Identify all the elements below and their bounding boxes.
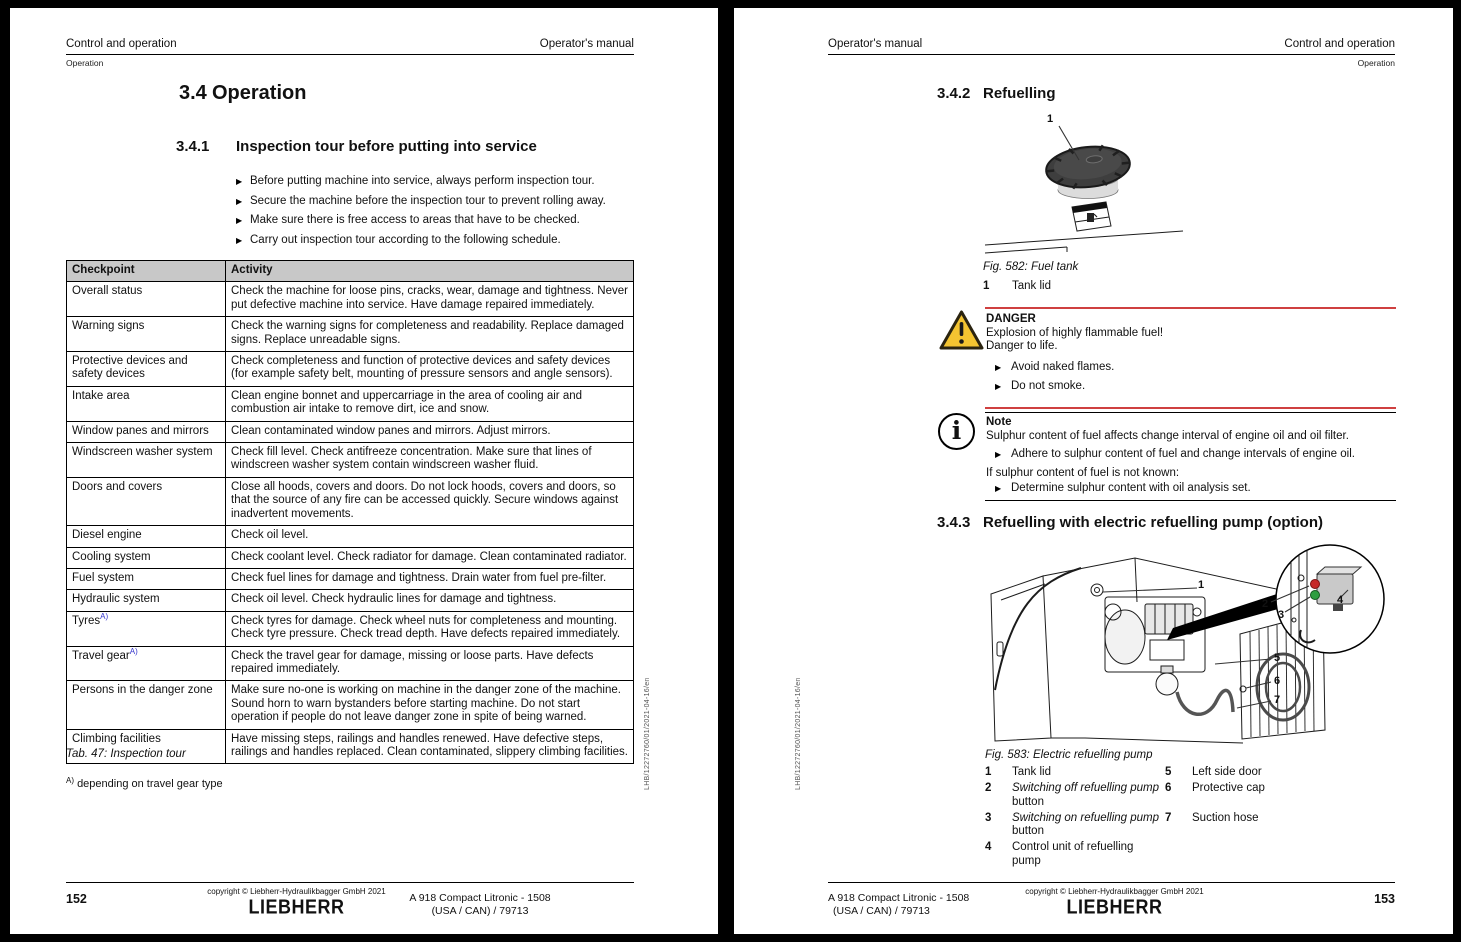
bullet-text: Avoid naked flames. xyxy=(1011,360,1115,373)
activity-cell: Have missing steps, railings and handles renewed. Have defective steps, railings and handles replaced. Clean contaminated, slippery climbing facilities. xyxy=(226,729,634,764)
table-row xyxy=(67,443,634,478)
page-152 xyxy=(10,8,718,934)
bullet-item xyxy=(236,195,636,208)
legend-text xyxy=(1192,812,1259,839)
fig582-caption: Fig. 582: Fuel tank xyxy=(983,261,1079,273)
footer-rule xyxy=(66,882,634,883)
page-number: 153 xyxy=(1374,892,1395,906)
checkpoint-cell: Cooling system xyxy=(67,547,226,568)
footnote-ref-link[interactable]: A) xyxy=(100,611,109,621)
triangle-bullet-icon: ▶ xyxy=(995,362,1002,372)
header-sub: Operation xyxy=(1357,58,1395,68)
subsection-title: Refuelling xyxy=(983,85,1056,102)
legend-item xyxy=(985,766,1165,780)
legend-item xyxy=(985,841,1165,868)
section-number: 3.4 xyxy=(179,82,207,104)
liebherr-logo: LIEBHERR xyxy=(248,895,345,919)
table-row xyxy=(67,547,634,568)
triangle-bullet-icon: ▶ xyxy=(995,450,1002,459)
bullet-text: Before putting machine into service, always perform inspection tour. xyxy=(250,175,595,187)
checkpoint-cell: Intake area xyxy=(67,386,226,421)
legend-item xyxy=(985,812,1165,839)
table-row xyxy=(67,568,634,589)
header-sub: Operation xyxy=(66,58,104,68)
subsection-title: Inspection tour before putting into service xyxy=(236,138,537,155)
model-line-2: (USA / CAN) / 79713 xyxy=(833,904,930,917)
table-row xyxy=(67,681,634,729)
header-left: Control and operation xyxy=(66,38,177,50)
legend-plain-text: Protective cap xyxy=(1192,782,1265,794)
legend-item xyxy=(1165,766,1397,780)
legend-item xyxy=(985,782,1165,809)
table-row xyxy=(67,352,634,387)
table-row xyxy=(67,611,634,646)
bullet-text: Adhere to sulphur content of fuel and change intervals of engine oil. xyxy=(1011,448,1355,460)
fig582-callout-1: 1 xyxy=(1047,113,1054,125)
subsection-heading-3-4-1 xyxy=(176,138,537,155)
legend-number: 6 xyxy=(1165,782,1172,794)
bullet-text: Make sure there is free access to areas that have to be checked. xyxy=(250,214,580,226)
checkpoint-cell: Persons in the danger zone xyxy=(67,681,226,729)
legend-number: 7 xyxy=(1165,811,1172,824)
legend-text xyxy=(1192,766,1262,780)
legend-plain-text: Tank lid xyxy=(1012,766,1051,778)
legend-item xyxy=(1165,812,1397,839)
activity-cell: Close all hoods, covers and doors. Do not lock hoods, covers and doors, so that the source of any fire can be accessed quickly. Secure windows against inadvertent movements. xyxy=(226,477,634,525)
header-right: Control and operation xyxy=(1284,38,1395,50)
section-title: Operation xyxy=(212,82,307,104)
checkpoint-cell: Diesel engine xyxy=(67,526,226,547)
footer-rule xyxy=(828,882,1395,883)
note-bullet-list-2 xyxy=(986,482,1396,495)
footer-model-info xyxy=(828,892,969,917)
activity-cell: Check oil level. xyxy=(226,526,634,547)
subsection-heading-3-4-2 xyxy=(937,85,1056,102)
checkpoint-cell: Fuel system xyxy=(67,568,226,589)
legend-number: 4 xyxy=(985,841,992,853)
bullet-item xyxy=(986,482,1396,495)
legend-plain-text: Suction hose xyxy=(1192,811,1259,824)
figure-583 xyxy=(985,542,1400,748)
fig583-callout-5: 5 xyxy=(1274,652,1281,664)
footnote-text: depending on travel gear type xyxy=(77,778,223,790)
table-row xyxy=(67,421,634,442)
bullet-item xyxy=(986,361,1396,374)
table-row xyxy=(67,590,634,611)
checkpoint-cell: Travel gear$^{A)}$ xyxy=(67,646,226,681)
activity-cell: Check fill level. Check antifreeze concentration. Make sure that lines of windscreen washer system contain windscreen washer fluid. xyxy=(226,443,634,478)
model-line-1: A 918 Compact Litronic - 1508 xyxy=(409,892,551,904)
model-line-1: A 918 Compact Litronic - 1508 xyxy=(828,892,970,904)
activity-cell: Check completeness and function of protective devices and safety devices (for example safety belt, mounting of pressure sensors and angle sensors). xyxy=(226,352,634,387)
fig583-callout-3: 3 xyxy=(1278,609,1285,621)
triangle-bullet-icon: ▶ xyxy=(995,483,1002,493)
activity-cell: Clean engine bonnet and uppercarriage in the area of cooling air and combustion air intake to remove dirt, ice and snow. xyxy=(226,386,634,421)
triangle-bullet-icon: ▶ xyxy=(236,177,243,186)
legend-number: 1 xyxy=(983,280,990,292)
activity-cell: Check the travel gear for damage, missing or loose parts. Have defects repaired immediately. xyxy=(226,646,634,681)
table-header-row xyxy=(67,261,634,282)
header-rule xyxy=(66,54,634,55)
danger-title: DANGER xyxy=(986,313,1036,325)
table-row xyxy=(67,386,634,421)
intro-bullet-list xyxy=(236,175,636,253)
checkpoint-cell: Protective devices and safety devices xyxy=(67,352,226,387)
checkpoint-cell: Warning signs xyxy=(67,317,226,352)
bullet-item xyxy=(236,234,636,247)
subsection-number: 3.4.1 xyxy=(176,138,210,155)
checkpoint-cell: Tyres$^{A)}$ xyxy=(67,611,226,646)
footer-center xyxy=(1022,887,1207,918)
header-right: Operator's manual xyxy=(539,38,634,50)
fig583-caption: Fig. 583: Electric refuelling pump xyxy=(985,749,1153,761)
document-side-code: LHB/12272760/01/2021-04-16/en xyxy=(644,677,651,790)
model-line-2: (USA / CAN) / 79713 xyxy=(431,904,529,917)
danger-bullet-list xyxy=(986,361,1396,393)
inspection-table-body xyxy=(67,282,634,764)
legend-plain-text: button xyxy=(1012,795,1044,808)
note-body: Sulphur content of fuel affects change interval of engine oil and oil filter. xyxy=(986,429,1349,442)
legend-text xyxy=(1012,766,1051,780)
footnote-ref-link[interactable]: A) xyxy=(129,646,138,656)
triangle-bullet-icon: ▶ xyxy=(236,216,243,225)
legend-plain-text: Control unit of refuelling pump xyxy=(1012,841,1134,867)
table-row xyxy=(67,477,634,525)
header-left: Operator's manual xyxy=(828,38,923,50)
legend-italic-text: Switching on refuelling pump xyxy=(1012,811,1160,824)
bullet-text: Determine sulphur content with oil analysis set. xyxy=(1011,481,1251,494)
danger-line-2: Danger to life. xyxy=(986,340,1058,352)
danger-notice xyxy=(985,307,1396,409)
table-row xyxy=(67,317,634,352)
legend-item xyxy=(1165,782,1397,809)
fig583-callout-4: 4 xyxy=(1337,594,1344,606)
triangle-bullet-icon: ▶ xyxy=(995,381,1002,391)
danger-line-1: Explosion of highly flammable fuel! xyxy=(986,326,1164,339)
document-side-code: LHB/12272760/01/2021-04-16/en xyxy=(795,677,802,790)
fig583-callout-1: 1 xyxy=(1198,579,1205,591)
legend-number: 2 xyxy=(985,782,992,794)
legend-text: Tank lid xyxy=(1012,280,1051,292)
legend-text xyxy=(1192,782,1265,809)
note-title: Note xyxy=(986,416,1012,428)
bullet-item xyxy=(986,448,1396,461)
legend-number: 5 xyxy=(1165,766,1172,778)
checkpoint-cell: Doors and covers xyxy=(67,477,226,525)
fuel-tank-drawing xyxy=(983,112,1193,260)
legend-text xyxy=(1012,812,1159,839)
fig583-legend xyxy=(985,766,1397,868)
triangle-bullet-icon: ▶ xyxy=(236,235,243,245)
fig583-callout-6: 6 xyxy=(1274,675,1281,687)
bullet-text: Secure the machine before the inspection tour to prevent rolling away. xyxy=(250,194,606,207)
checkpoint-header: Checkpoint xyxy=(67,261,226,282)
checkpoint-cell: Climbing facilities xyxy=(67,729,226,764)
activity-cell: Check the machine for loose pins, cracks, wear, damage and tightness. Never put defective machine into service. Have damage repaired immediately. xyxy=(226,282,634,317)
table-row xyxy=(67,526,634,547)
note-bullet-list-1 xyxy=(986,448,1396,461)
activity-cell: Check the warning signs for completeness and readability. Replace damaged signs. Replace unreadable signs. xyxy=(226,317,634,352)
activity-cell: Check fuel lines for damage and tightness. Drain water from fuel pre-filter. xyxy=(226,568,634,589)
footnote-marker: A) xyxy=(66,776,74,785)
info-icon xyxy=(938,413,975,450)
inspection-table xyxy=(66,260,634,764)
activity-cell: Clean contaminated window panes and mirrors. Adjust mirrors. xyxy=(226,421,634,442)
checkpoint-cell: Overall status xyxy=(67,282,226,317)
table-caption: Tab. 47: Inspection tour xyxy=(66,748,186,760)
bullet-item xyxy=(986,380,1396,393)
copyright-line: copyright © Liebherr-Hydraulikbagger GmbH 2021 xyxy=(207,887,386,896)
legend-italic-text: Switching off refuelling pump xyxy=(1012,782,1160,794)
figure-582 xyxy=(983,112,1193,260)
activity-cell: Check oil level. Check hydraulic lines for damage and tightness. xyxy=(226,590,634,611)
footnote xyxy=(66,776,223,790)
legend-plain-text: Left side door xyxy=(1192,766,1262,778)
bullet-text: Carry out inspection tour according to the following schedule. xyxy=(250,233,561,246)
table-row xyxy=(67,646,634,681)
refuelling-pump-drawing xyxy=(985,542,1400,748)
bullet-text: Do not smoke. xyxy=(1011,379,1086,392)
fig582-legend xyxy=(983,280,1051,292)
bullet-item xyxy=(236,214,636,227)
note-intro-2: If sulphur content of fuel is not known: xyxy=(986,467,1180,479)
triangle-bullet-icon: ▶ xyxy=(236,196,243,206)
section-heading-3-4 xyxy=(179,82,306,105)
warning-triangle-icon xyxy=(938,309,985,356)
bullet-item xyxy=(236,175,636,188)
activity-cell: Check coolant level. Check radiator for damage. Clean contaminated radiator. xyxy=(226,547,634,568)
copyright-line: copyright © Liebherr-Hydraulikbagger GmbH 2021 xyxy=(1025,887,1204,896)
fig583-callout-7: 7 xyxy=(1274,694,1281,706)
note-notice xyxy=(985,412,1396,501)
activity-cell: Check tyres for damage. Check wheel nuts for completeness and mounting. Check tyre pressure. Check tread depth. Have defects repaired immediately. xyxy=(226,611,634,646)
header-rule xyxy=(828,54,1395,55)
footer-model-info xyxy=(380,892,580,917)
info-icon-glyph: i xyxy=(951,416,962,445)
activity-header: Activity xyxy=(226,261,634,282)
page-153 xyxy=(734,8,1453,934)
subsection-number: 3.4.2 xyxy=(937,85,971,102)
legend-number: 1 xyxy=(985,766,992,778)
subsection-heading-3-4-3 xyxy=(937,514,1323,531)
checkpoint-cell: Hydraulic system xyxy=(67,590,226,611)
fig583-callout-2: 2 xyxy=(1262,598,1269,610)
subsection-number: 3.4.3 xyxy=(937,514,971,531)
subsection-title: Refuelling with electric refuelling pump (option) xyxy=(983,514,1324,531)
legend-number: 3 xyxy=(985,811,992,824)
activity-cell: Make sure no-one is working on machine in the danger zone of the machine. Sound horn to warn bystanders before starting machine. Do not start operation if people do not leave danger zone in spite of being warned. xyxy=(226,681,634,729)
legend-plain-text: button xyxy=(1012,825,1044,837)
checkpoint-cell: Windscreen washer system xyxy=(67,443,226,478)
liebherr-logo: LIEBHERR xyxy=(1066,895,1163,919)
footer-center xyxy=(204,887,389,918)
table-row xyxy=(67,282,634,317)
tank-lid-knob xyxy=(1044,143,1132,192)
page-number: 152 xyxy=(66,892,87,906)
legend-text xyxy=(1012,782,1159,809)
checkpoint-cell: Window panes and mirrors xyxy=(67,421,226,442)
legend-text xyxy=(1012,841,1165,868)
